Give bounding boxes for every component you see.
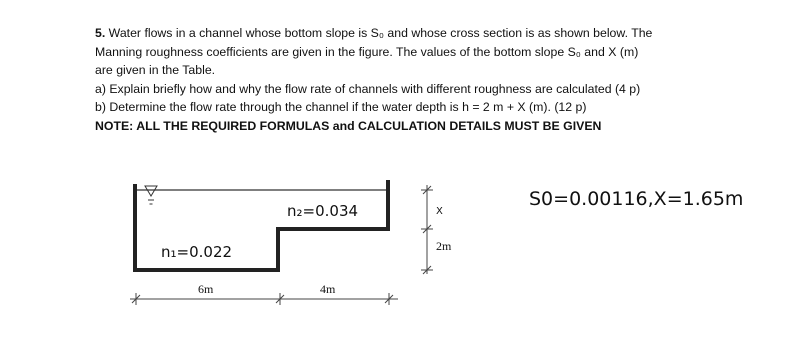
x-dimension-label: X	[436, 206, 443, 217]
n2-roughness-label: n₂=0.034	[287, 202, 359, 220]
question-b: b) Determine the flow rate through the channel if the water depth is h = 2 m + X (m). (12 p)	[95, 100, 587, 115]
problem-line-2: Manning roughness coefficients are given in the figure. The values of the bottom slope S₀ and X (m)	[95, 44, 639, 59]
n1-roughness-label: n₁=0.022	[161, 243, 233, 261]
note-text: NOTE: ALL THE REQUIRED FORMULAS and CALCULATION DETAILS MUST BE GIVEN	[95, 118, 602, 133]
width-left-label: 6m	[198, 282, 214, 296]
horizontal-dimension	[130, 293, 398, 305]
given-values: S0=0.00116,X=1.65m	[529, 188, 744, 210]
problem-number: 5.	[95, 26, 106, 40]
problem-line-3: are given in the Table.	[95, 63, 216, 78]
depth-dimension-label: 2m	[436, 239, 452, 253]
vertical-dimension	[421, 185, 433, 274]
problem-intro: Water flows in a channel whose bottom slope is S₀ and whose cross section is as shown below. The	[105, 26, 653, 40]
water-surface-symbol	[145, 186, 157, 204]
question-a: a) Explain briefly how and why the flow rate of channels with different roughness are calculated (4 p)	[95, 81, 641, 96]
width-right-label: 4m	[320, 282, 336, 296]
